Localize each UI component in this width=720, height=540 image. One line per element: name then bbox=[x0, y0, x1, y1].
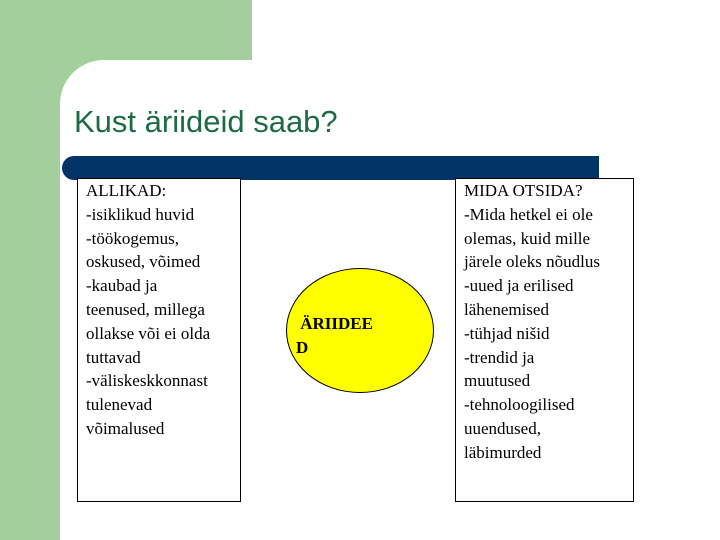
business-idea-label-line: D bbox=[296, 338, 309, 357]
sources-line: oskused, võimed bbox=[86, 252, 201, 272]
sources-line: ollakse või ei olda bbox=[86, 323, 211, 343]
title-underline-bar bbox=[62, 156, 599, 180]
look-for-line: lähenemised bbox=[464, 299, 549, 319]
sources-line: tulenevad bbox=[86, 395, 153, 415]
business-idea-label bbox=[296, 312, 406, 360]
look-for-line: läbimurded bbox=[464, 442, 542, 462]
sources-line: -väliskeskkonnast bbox=[86, 371, 208, 391]
look-for-line: muutused bbox=[464, 371, 531, 391]
what-to-look-for-box bbox=[455, 178, 634, 502]
sources-line: -kaubad ja bbox=[86, 276, 158, 296]
look-for-line: -tühjad nišid bbox=[464, 323, 550, 343]
sources-box bbox=[77, 178, 241, 502]
sources-line: -töökogemus, bbox=[86, 228, 180, 248]
sources-heading: ALLIKAD: bbox=[86, 181, 167, 200]
sources-line: -isiklikud huvid bbox=[86, 204, 195, 224]
sources-line: võimalused bbox=[86, 418, 165, 438]
background-green-strip bbox=[0, 0, 60, 540]
sources-line: teenused, millega bbox=[86, 299, 205, 319]
slide-title: Kust äriideid saab? bbox=[74, 104, 338, 139]
look-for-line: -uued ja erilised bbox=[464, 276, 574, 296]
sources-line: tuttavad bbox=[86, 347, 141, 367]
look-for-line: olemas, kuid mille bbox=[464, 228, 591, 248]
look-for-heading: MIDA OTSIDA? bbox=[464, 181, 583, 200]
look-for-line: -tehnoloogilised bbox=[464, 395, 575, 415]
look-for-line: järele oleks nõudlus bbox=[464, 252, 600, 272]
business-idea-label-line: ÄRIIDEE bbox=[296, 314, 373, 333]
look-for-line: -trendid ja bbox=[464, 347, 535, 367]
look-for-line: uuendused, bbox=[464, 418, 541, 438]
look-for-line: -Mida hetkel ei ole bbox=[464, 204, 593, 224]
